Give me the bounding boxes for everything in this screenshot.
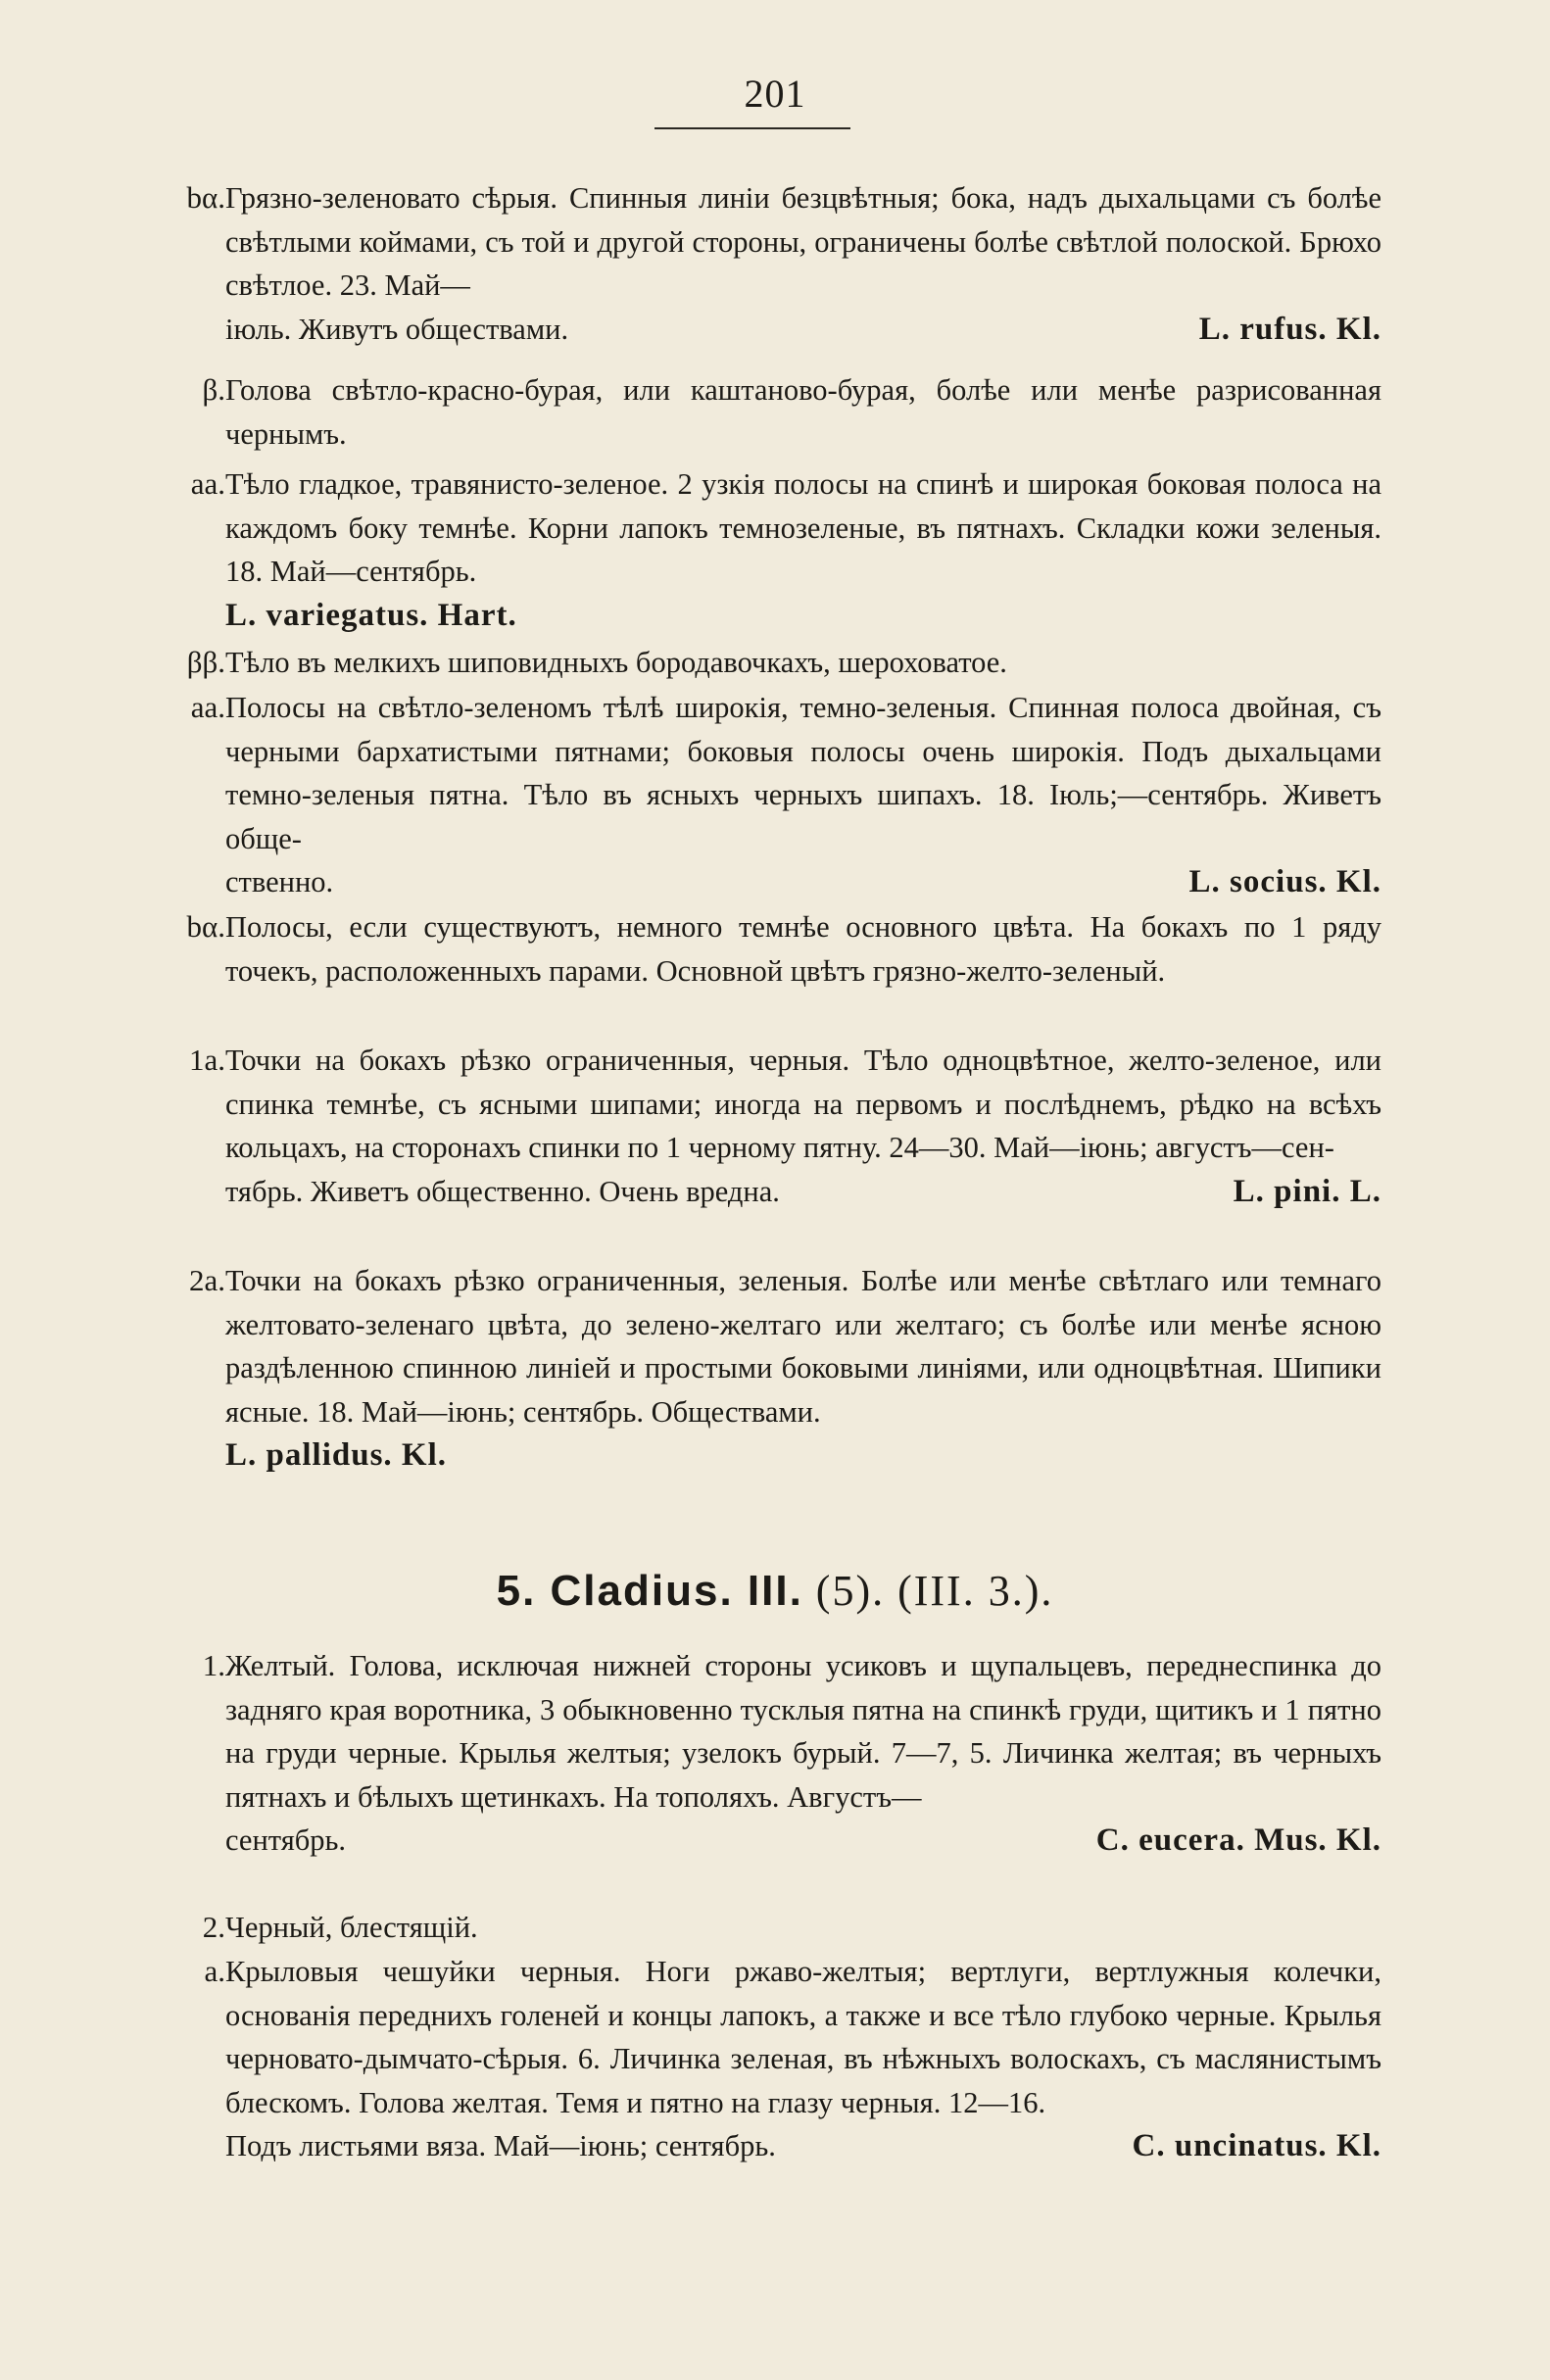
entry-last-text: ственно. xyxy=(225,865,334,899)
entry-mark: bα. xyxy=(186,180,225,215)
species-name: L. rufus. Kl. xyxy=(1198,311,1381,347)
entry-text: Точки на бокахъ рѣзко ограниченныя, черныя. Тѣло одноцвѣтное, желто-зеленое, или спинка темнѣе, съ ясными шипами; иногда на первомъ и послѣднемъ, рѣдко на всѣхъ кольцахъ, на сторонахъ спинки по 1 черному пятну. 24—30. Май—іюнь; августъ—сен- тябрь. Живетъ общественно. Очень вредна. L. pini. L. xyxy=(225,1039,1381,1213)
entry-text: Тѣло въ мелкихъ шиповидныхъ бородавочкахъ, шероховатое. xyxy=(225,646,1007,679)
entry-last-line xyxy=(225,860,1381,904)
page-number: 201 xyxy=(744,72,806,116)
genus-heading xyxy=(0,1566,1550,1616)
species-name: C. eucera. Mus. Kl. xyxy=(1095,1822,1381,1858)
entry-text: Тѣло гладкое, травянисто-зеленое. 2 узкія полосы на спинѣ и широкая боковая полоса на каждомъ боку темнѣе. Корни лапокъ темнозеленые, въ пятнахъ. Складки кожи зеленыя. 18. Май—сентябрь. L. variegatus. Hart. xyxy=(225,462,1381,637)
page-number-rule xyxy=(654,127,850,129)
entry-mark: 2. xyxy=(202,1910,225,1944)
entry-last-line xyxy=(225,1170,1381,1214)
entry-text: Желтый. Голова, исключая нижней стороны усиковъ и щупальцевъ, переднеспинка до задняго края воротника, 3 обыкновенно тусклыя пятна на спинкѣ груди, щитикъ и 1 пятно на груди черные. Крылья желтыя; узелокъ бурый. 7—7, 5. Личинка желтая; въ черныхъ пятнахъ и бѣлыхъ щетинкахъ. На тополяхъ. Августъ— сентябрь. C. eucera. Mus. Kl. xyxy=(225,1644,1381,1863)
entry-mark: 2a. xyxy=(188,1263,225,1297)
entry-mark: 1. xyxy=(202,1648,225,1682)
entry-mark: β. xyxy=(202,372,225,407)
entry-last-text: Подъ листьями вяза. Май—іюнь; сентябрь. xyxy=(225,2129,776,2162)
entry-text: Полосы на свѣтло-зеленомъ тѣлѣ широкія, темно-зеленыя. Спинная полоса двойная, съ черными бархатистыми пятнами; боковыя полосы очень широкія. Подъ дыхальцами темно-зеленыя пятна. Тѣло въ ясныхъ черныхъ шипахъ. 18. Іюль;—сентябрь. Живетъ обще- ственно. L. socius. Kl. xyxy=(225,686,1381,904)
species-name: L. variegatus. Hart. xyxy=(225,597,517,633)
genus-name: 5. Cladius. III. xyxy=(496,1567,803,1615)
entry-mark: 1a. xyxy=(188,1043,225,1077)
entry-mark: bα. xyxy=(186,909,225,944)
entry-text: Крыловыя чешуйки черныя. Ноги ржаво-желтыя; вертлуги, вертлужныя колечки, основанія переднихъ голеней и концы лапокъ, а также и все тѣло глубоко черные. Крылья черновато-дымчато-сѣрыя. 6. Личинка зеленая, въ нѣжныхъ волоскахъ, съ маслянистымъ блескомъ. Голова желтая. Темя и пятно на глазу черныя. 12—16. Подъ листьями вяза. Май—іюнь; сентябрь. C. uncinatus. Kl. xyxy=(225,1950,1381,2168)
entry-text: Грязно-зеленовато сѣрыя. Спинныя линіи безцвѣтныя; бока, надъ дыхальцами съ болѣе свѣтлыми коймами, съ той и другой стороны, ограничены болѣе свѣтлой полоской. Брюхо свѣтлое. 23. Май— іюль. Живутъ обществами. L. rufus. Kl. xyxy=(225,176,1381,351)
entry-text: Точки на бокахъ рѣзко ограниченныя, зеленыя. Болѣе или менѣе свѣтлаго или темнаго желтовато-зеленаго цвѣта, до зелено-желтаго или желтаго; съ болѣе или менѣе ясною раздѣленною спинною линіей и простыми боковыми линіями, или одноцвѣтная. Шипики ясные. 18. Май—іюнь; сентябрь. Обществами. L. pallidus. Kl. xyxy=(225,1259,1381,1478)
genus-numbers: (5). (III. 3.). xyxy=(815,1567,1054,1615)
species-name: L. socius. Kl. xyxy=(1188,864,1381,899)
entry-mark: aa. xyxy=(190,466,225,501)
entry-text: Черный, блестящій. xyxy=(225,1911,478,1944)
species-name: L. pini. L. xyxy=(1233,1173,1381,1209)
entry-last-line xyxy=(225,2124,1381,2168)
entry-mark: ββ. xyxy=(186,645,225,679)
entry-last-text: тябрь. Живетъ общественно. Очень вредна. xyxy=(225,1174,780,1208)
entry-last-text: іюль. Живутъ обществами. xyxy=(225,312,569,346)
species-name: C. uncinatus. Kl. xyxy=(1132,2128,1381,2163)
entry-text: Полосы, если существуютъ, немного темнѣе основного цвѣта. На бокахъ по 1 ряду точекъ, расположенныхъ парами. Основной цвѣтъ грязно-желто-зеленый. xyxy=(225,910,1381,988)
entry-mark: aa. xyxy=(190,690,225,724)
entry-mark: a. xyxy=(204,1954,225,1988)
entry-last-line xyxy=(225,308,1381,352)
entry-last-line xyxy=(225,1819,1381,1863)
entry-text: Голова свѣтло-красно-бурая, или каштаново-бурая, болѣе или менѣе разрисованная чернымъ. xyxy=(225,373,1381,451)
entry-last-text: сентябрь. xyxy=(225,1823,347,1857)
species-name: L. pallidus. Kl. xyxy=(225,1437,448,1473)
